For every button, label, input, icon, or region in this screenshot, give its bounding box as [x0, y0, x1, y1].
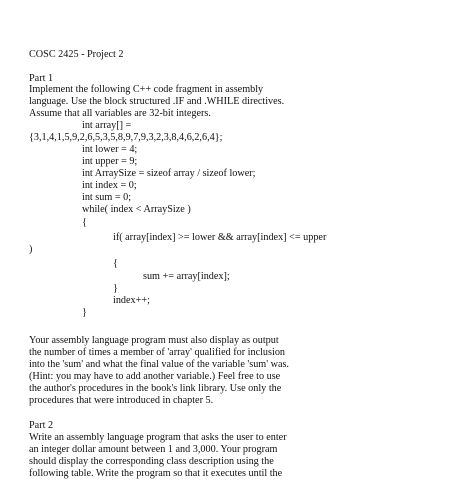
code-line: )	[29, 244, 33, 255]
code-line: int sum = 0;	[82, 192, 132, 203]
part1-heading: Part 1	[29, 73, 54, 84]
part1-notes-line: (Hint: you may have to add another variable.) Feel free to use	[29, 371, 281, 382]
part1-notes-line: the number of times a member of 'array' qualified for inclusion	[29, 347, 286, 358]
part1-intro-line: Assume that all variables are 32-bit integers.	[29, 108, 211, 119]
code-line: int index = 0;	[82, 180, 137, 191]
code-line: }	[113, 283, 118, 294]
part2-text-line: Write an assembly language program that asks the user to enter	[29, 432, 287, 443]
part1-notes-line: the author's procedures in the book's link library. Use only the	[29, 383, 282, 394]
part1-notes-line: Your assembly language program must also display as output	[29, 335, 279, 346]
code-line: int ArraySize = sizeof array / sizeof lower;	[82, 168, 256, 179]
part1-intro-line: language. Use the block structured .IF and .WHILE directives.	[29, 96, 285, 107]
code-line: index++;	[113, 295, 150, 306]
document-title: COSC 2425 - Project 2	[29, 49, 124, 60]
part1-intro-line: Implement the following C++ code fragment in assembly	[29, 84, 264, 95]
code-line: int lower = 4;	[82, 144, 138, 155]
code-line: }	[82, 307, 87, 318]
code-line: sum += array[index];	[143, 271, 230, 282]
part1-notes-line: procedures that were introduced in chapter 5.	[29, 395, 214, 406]
code-line: if( array[index] >= lower && array[index] <= upper	[113, 232, 327, 243]
part2-text-line: an integer dollar amount between 1 and 3,000. Your program	[29, 444, 278, 455]
part2-text-line: following table. Write the program so that it executes until the	[29, 468, 283, 479]
code-line: {3,1,4,1,5,9,2,6,5,3,5,8,9,7,9,3,2,3,8,4,6,2,6,4};	[29, 132, 223, 143]
code-line: int upper = 9;	[82, 156, 138, 167]
part2-heading: Part 2	[29, 420, 54, 431]
code-line: int array[] =	[82, 120, 132, 131]
code-line: {	[82, 217, 87, 228]
code-line: while( index < ArraySize )	[82, 204, 191, 215]
part1-notes-line: into the 'sum' and what the final value of the variable 'sum' was.	[29, 359, 289, 370]
code-line: {	[113, 258, 118, 269]
part2-text-line: should display the corresponding class description using the	[29, 456, 274, 467]
